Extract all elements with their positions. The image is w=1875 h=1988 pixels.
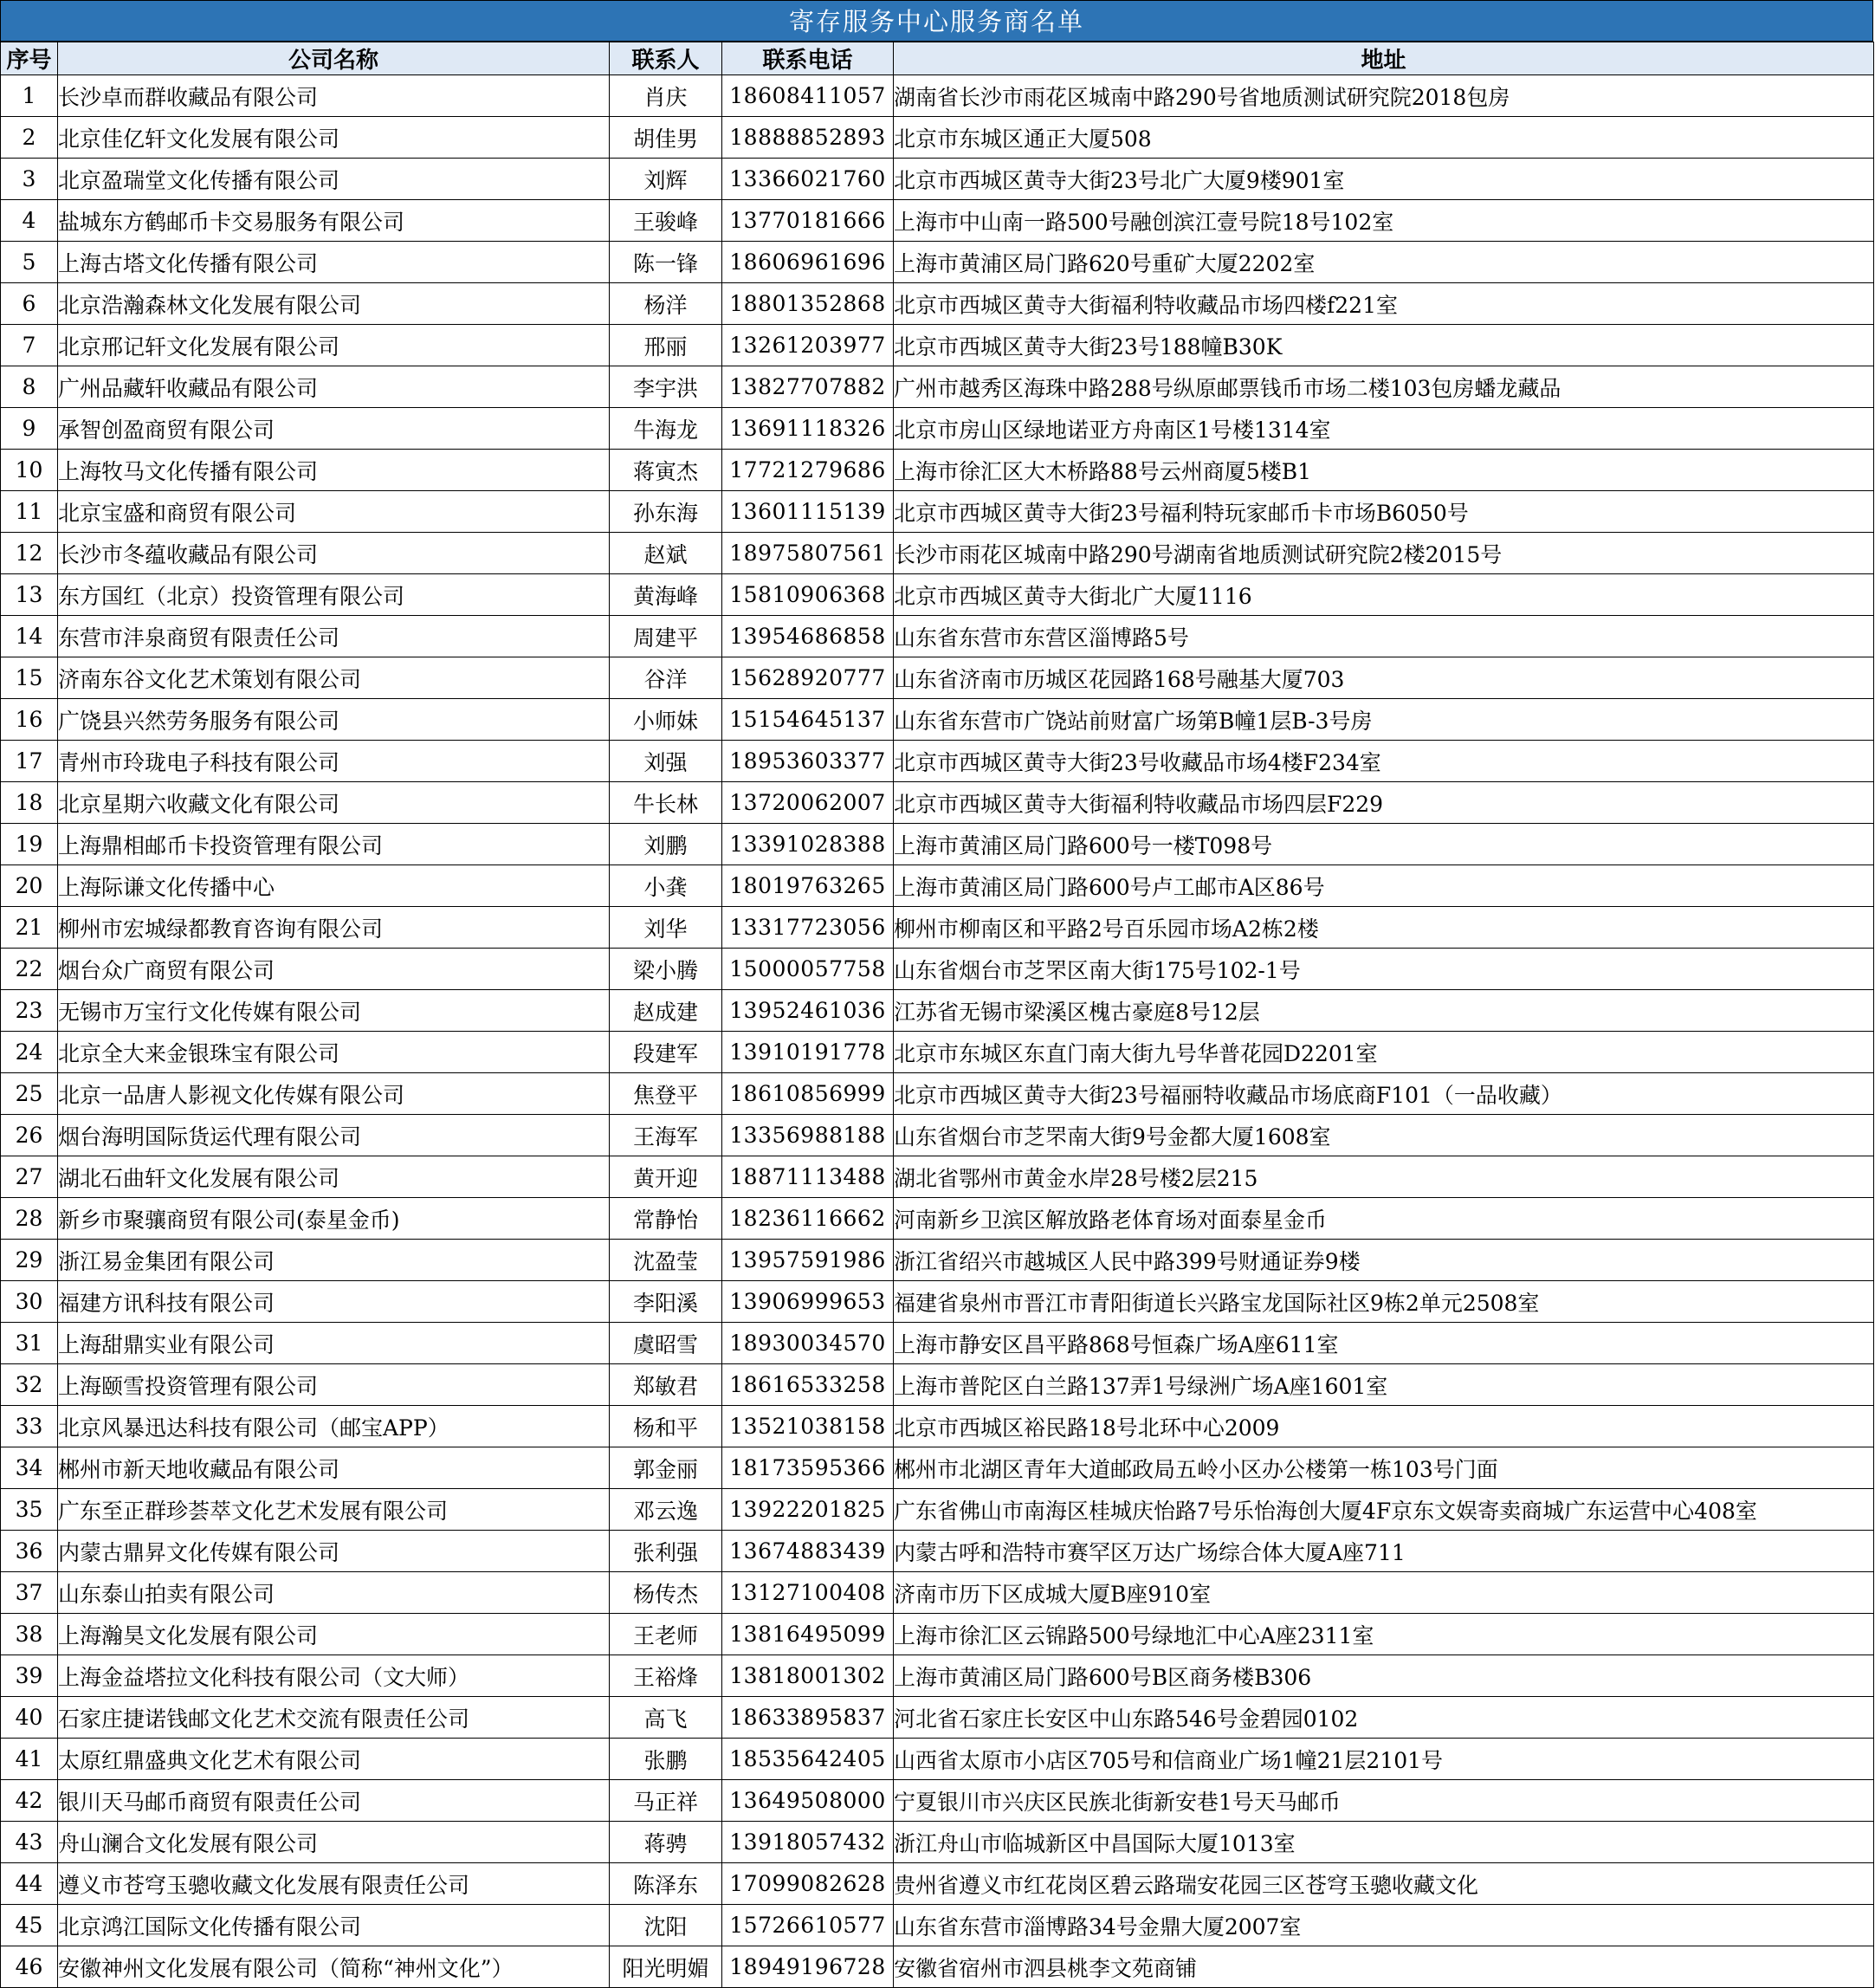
table-row xyxy=(1,1198,1874,1240)
cell-company-name[interactable]: 上海瀚昊文化发展有限公司 xyxy=(58,1614,610,1655)
cell-address[interactable]: 上海市黄浦区局门路620号重矿大厦2202室 xyxy=(894,242,1874,283)
cell-phone-number[interactable]: 13952461036 xyxy=(722,990,894,1032)
cell-phone-number[interactable]: 13922201825 xyxy=(722,1489,894,1531)
cell-company-name[interactable]: 东营市沣泉商贸有限责任公司 xyxy=(58,616,610,657)
cell-phone-number[interactable]: 18888852893 xyxy=(722,117,894,159)
cell-serial-number[interactable]: 32 xyxy=(1,1364,58,1406)
cell-company-name[interactable]: 舟山澜合文化发展有限公司 xyxy=(58,1822,610,1863)
cell-serial-number[interactable]: 36 xyxy=(1,1531,58,1572)
cell-contact-person[interactable]: 赵斌 xyxy=(610,533,722,574)
cell-serial-number[interactable]: 14 xyxy=(1,616,58,657)
cell-company-name[interactable]: 北京宝盛和商贸有限公司 xyxy=(58,491,610,533)
cell-contact-person[interactable]: 小龚 xyxy=(610,865,722,907)
cell-contact-person[interactable]: 赵成建 xyxy=(610,990,722,1032)
cell-phone-number[interactable]: 13906999653 xyxy=(722,1281,894,1323)
cell-phone-number[interactable]: 18606961696 xyxy=(722,242,894,283)
cell-phone-number[interactable]: 13818001302 xyxy=(722,1655,894,1697)
cell-company-name[interactable]: 长沙卓而群收藏品有限公司 xyxy=(58,75,610,117)
cell-phone-number[interactable]: 15628920777 xyxy=(722,657,894,699)
table-row xyxy=(1,1406,1874,1447)
cell-serial-number[interactable]: 21 xyxy=(1,907,58,949)
cell-contact-person[interactable]: 张鹏 xyxy=(610,1739,722,1780)
cell-address[interactable]: 北京市西城区黄寺大街23号福利特玩家邮币卡市场B6050号 xyxy=(894,491,1874,533)
cell-serial-number[interactable]: 28 xyxy=(1,1198,58,1240)
cell-phone-number[interactable]: 18610856999 xyxy=(722,1073,894,1115)
cell-company-name[interactable]: 烟台海明国际货运代理有限公司 xyxy=(58,1115,610,1156)
table-row xyxy=(1,741,1874,782)
cell-address[interactable]: 河南新乡卫滨区解放路老体育场对面泰星金币 xyxy=(894,1198,1874,1240)
cell-phone-number[interactable]: 18019763265 xyxy=(722,865,894,907)
table-row xyxy=(1,1572,1874,1614)
column-header-address[interactable]: 地址 xyxy=(894,42,1874,75)
table-row xyxy=(1,990,1874,1032)
cell-phone-number[interactable]: 15810906368 xyxy=(722,574,894,616)
cell-address[interactable]: 上海市徐汇区大木桥路88号云州商厦5楼B1 xyxy=(894,450,1874,491)
cell-address[interactable]: 内蒙古呼和浩特市赛罕区万达广场综合体大厦A座711 xyxy=(894,1531,1874,1572)
table-row xyxy=(1,1655,1874,1697)
cell-phone-number[interactable]: 18949196728 xyxy=(722,1946,894,1988)
cell-contact-person[interactable]: 陈泽东 xyxy=(610,1863,722,1905)
table-row xyxy=(1,782,1874,824)
column-header-no[interactable]: 序号 xyxy=(1,42,58,75)
cell-contact-person[interactable]: 陈一锋 xyxy=(610,242,722,283)
cell-address[interactable]: 湖南省长沙市雨花区城南中路290号省地质测试研究院2018包房 xyxy=(894,75,1874,117)
cell-company-name[interactable]: 安徽神州文化发展有限公司（简称“神州文化”） xyxy=(58,1946,610,1988)
cell-address[interactable]: 山东省济南市历城区花园路168号融基大厦703 xyxy=(894,657,1874,699)
cell-phone-number[interactable]: 18535642405 xyxy=(722,1739,894,1780)
cell-address[interactable]: 北京市房山区绿地诺亚方舟南区1号楼1314室 xyxy=(894,408,1874,450)
table-row xyxy=(1,1323,1874,1364)
cell-address[interactable]: 济南市历下区成城大厦B座910室 xyxy=(894,1572,1874,1614)
cell-company-name[interactable]: 福建方讯科技有限公司 xyxy=(58,1281,610,1323)
cell-phone-number[interactable]: 13649508000 xyxy=(722,1780,894,1822)
cell-serial-number[interactable]: 42 xyxy=(1,1780,58,1822)
cell-serial-number[interactable]: 38 xyxy=(1,1614,58,1655)
cell-contact-person[interactable]: 阳光明媚 xyxy=(610,1946,722,1988)
table-body xyxy=(1,75,1874,1988)
cell-phone-number[interactable]: 17721279686 xyxy=(722,450,894,491)
cell-company-name[interactable]: 长沙市冬蕴收藏品有限公司 xyxy=(58,533,610,574)
cell-company-name[interactable]: 北京星期六收藏文化有限公司 xyxy=(58,782,610,824)
cell-address[interactable]: 福建省泉州市晋江市青阳街道长兴路宝龙国际社区9栋2单元2508室 xyxy=(894,1281,1874,1323)
cell-company-name[interactable]: 内蒙古鼎昇文化传媒有限公司 xyxy=(58,1531,610,1572)
cell-contact-person[interactable]: 小师妹 xyxy=(610,699,722,741)
cell-phone-number[interactable]: 18975807561 xyxy=(722,533,894,574)
sheet-title: 寄存服务中心服务商名单 xyxy=(0,0,1873,42)
cell-serial-number[interactable]: 45 xyxy=(1,1905,58,1946)
cell-contact-person[interactable]: 李宇洪 xyxy=(610,366,722,408)
cell-address[interactable]: 北京市西城区黄寺大街23号收藏品市场4楼F234室 xyxy=(894,741,1874,782)
cell-contact-person[interactable]: 胡佳男 xyxy=(610,117,722,159)
cell-serial-number[interactable]: 19 xyxy=(1,824,58,865)
table-row xyxy=(1,117,1874,159)
cell-company-name[interactable]: 银川天马邮币商贸有限责任公司 xyxy=(58,1780,610,1822)
cell-phone-number[interactable]: 15000057758 xyxy=(722,949,894,990)
cell-serial-number[interactable]: 10 xyxy=(1,450,58,491)
cell-company-name[interactable]: 上海际谦文化传播中心 xyxy=(58,865,610,907)
cell-phone-number[interactable]: 13127100408 xyxy=(722,1572,894,1614)
table-row xyxy=(1,1946,1874,1988)
cell-company-name[interactable]: 上海颐雪投资管理有限公司 xyxy=(58,1364,610,1406)
cell-phone-number[interactable]: 13521038158 xyxy=(722,1406,894,1447)
table-row xyxy=(1,1240,1874,1281)
cell-phone-number[interactable]: 13601115139 xyxy=(722,491,894,533)
table-row xyxy=(1,824,1874,865)
cell-serial-number[interactable]: 3 xyxy=(1,159,58,200)
cell-address[interactable]: 北京市东城区通正大厦508 xyxy=(894,117,1874,159)
cell-company-name[interactable]: 湖北石曲轩文化发展有限公司 xyxy=(58,1156,610,1198)
cell-phone-number[interactable]: 13391028388 xyxy=(722,824,894,865)
cell-company-name[interactable]: 北京全大来金银珠宝有限公司 xyxy=(58,1032,610,1073)
cell-address[interactable]: 北京市西城区黄寺大街福利特收藏品市场四层F229 xyxy=(894,782,1874,824)
cell-serial-number[interactable]: 17 xyxy=(1,741,58,782)
cell-company-name[interactable]: 上海鼎相邮币卡投资管理有限公司 xyxy=(58,824,610,865)
cell-address[interactable]: 上海市黄浦区局门路600号一楼T098号 xyxy=(894,824,1874,865)
cell-contact-person[interactable]: 肖庆 xyxy=(610,75,722,117)
cell-address[interactable]: 北京市西城区裕民路18号北环中心2009 xyxy=(894,1406,1874,1447)
cell-contact-person[interactable]: 王海军 xyxy=(610,1115,722,1156)
cell-contact-person[interactable]: 郭金丽 xyxy=(610,1447,722,1489)
cell-serial-number[interactable]: 41 xyxy=(1,1739,58,1780)
cell-phone-number[interactable]: 18608411057 xyxy=(722,75,894,117)
cell-serial-number[interactable]: 8 xyxy=(1,366,58,408)
cell-phone-number[interactable]: 15726610577 xyxy=(722,1905,894,1946)
provider-table xyxy=(0,42,1874,1988)
cell-phone-number[interactable]: 13816495099 xyxy=(722,1614,894,1655)
cell-company-name[interactable]: 无锡市万宝行文化传媒有限公司 xyxy=(58,990,610,1032)
cell-company-name[interactable]: 北京一品唐人影视文化传媒有限公司 xyxy=(58,1073,610,1115)
cell-company-name[interactable]: 东方国红（北京）投资管理有限公司 xyxy=(58,574,610,616)
cell-address[interactable]: 湖北省鄂州市黄金水岸28号楼2层215 xyxy=(894,1156,1874,1198)
cell-contact-person[interactable]: 沈阳 xyxy=(610,1905,722,1946)
cell-address[interactable]: 浙江省绍兴市越城区人民中路399号财通证券9楼 xyxy=(894,1240,1874,1281)
cell-contact-person[interactable]: 李阳溪 xyxy=(610,1281,722,1323)
table-row xyxy=(1,1073,1874,1115)
cell-company-name[interactable]: 承智创盈商贸有限公司 xyxy=(58,408,610,450)
cell-company-name[interactable]: 北京风暴迅达科技有限公司（邮宝APP） xyxy=(58,1406,610,1447)
cell-serial-number[interactable]: 13 xyxy=(1,574,58,616)
cell-phone-number[interactable]: 18616533258 xyxy=(722,1364,894,1406)
cell-company-name[interactable]: 新乡市聚骧商贸有限公司(泰星金币) xyxy=(58,1198,610,1240)
cell-contact-person[interactable]: 孙东海 xyxy=(610,491,722,533)
cell-company-name[interactable]: 北京盈瑞堂文化传播有限公司 xyxy=(58,159,610,200)
cell-address[interactable]: 郴州市北湖区青年大道邮政局五岭小区办公楼第一栋103号门面 xyxy=(894,1447,1874,1489)
table-row xyxy=(1,200,1874,242)
cell-phone-number[interactable]: 13957591986 xyxy=(722,1240,894,1281)
table-row xyxy=(1,949,1874,990)
cell-company-name[interactable]: 济南东谷文化艺术策划有限公司 xyxy=(58,657,610,699)
cell-contact-person[interactable]: 刘强 xyxy=(610,741,722,782)
cell-serial-number[interactable]: 29 xyxy=(1,1240,58,1281)
table-row xyxy=(1,1364,1874,1406)
cell-serial-number[interactable]: 12 xyxy=(1,533,58,574)
table-row xyxy=(1,574,1874,616)
cell-address[interactable]: 上海市普陀区白兰路137弄1号绿洲广场A座1601室 xyxy=(894,1364,1874,1406)
cell-phone-number[interactable]: 18871113488 xyxy=(722,1156,894,1198)
cell-contact-person[interactable]: 张利强 xyxy=(610,1531,722,1572)
cell-contact-person[interactable]: 杨和平 xyxy=(610,1406,722,1447)
cell-address[interactable]: 柳州市柳南区和平路2号百乐园市场A2栋2楼 xyxy=(894,907,1874,949)
cell-contact-person[interactable]: 梁小腾 xyxy=(610,949,722,990)
cell-address[interactable]: 北京市西城区黄寺大街23号188幢B30K xyxy=(894,325,1874,366)
cell-address[interactable]: 上海市徐汇区云锦路500号绿地汇中心A座2311室 xyxy=(894,1614,1874,1655)
cell-contact-person[interactable]: 焦登平 xyxy=(610,1073,722,1115)
cell-phone-number[interactable]: 13910191778 xyxy=(722,1032,894,1073)
cell-contact-person[interactable]: 王裕烽 xyxy=(610,1655,722,1697)
cell-phone-number[interactable]: 13691118326 xyxy=(722,408,894,450)
table-row xyxy=(1,283,1874,325)
cell-company-name[interactable]: 浙江易金集团有限公司 xyxy=(58,1240,610,1281)
cell-serial-number[interactable]: 26 xyxy=(1,1115,58,1156)
cell-company-name[interactable]: 石家庄捷诺钱邮文化艺术交流有限责任公司 xyxy=(58,1697,610,1739)
cell-company-name[interactable]: 上海牧马文化传播有限公司 xyxy=(58,450,610,491)
cell-contact-person[interactable]: 王骏峰 xyxy=(610,200,722,242)
column-header-contact[interactable]: 联系人 xyxy=(610,42,722,75)
cell-serial-number[interactable]: 22 xyxy=(1,949,58,990)
cell-company-name[interactable]: 郴州市新天地收藏品有限公司 xyxy=(58,1447,610,1489)
cell-phone-number[interactable]: 13366021760 xyxy=(722,159,894,200)
cell-phone-number[interactable]: 13674883439 xyxy=(722,1531,894,1572)
cell-contact-person[interactable]: 刘辉 xyxy=(610,159,722,200)
cell-phone-number[interactable]: 13954686858 xyxy=(722,616,894,657)
cell-address[interactable]: 北京市西城区黄寺大街福利特收藏品市场四楼f221室 xyxy=(894,283,1874,325)
cell-contact-person[interactable]: 马正祥 xyxy=(610,1780,722,1822)
cell-contact-person[interactable]: 王老师 xyxy=(610,1614,722,1655)
table-row xyxy=(1,1739,1874,1780)
table-row xyxy=(1,242,1874,283)
cell-address[interactable]: 安徽省宿州市泗县桃李文苑商铺 xyxy=(894,1946,1874,1988)
cell-serial-number[interactable]: 39 xyxy=(1,1655,58,1697)
cell-company-name[interactable]: 烟台众广商贸有限公司 xyxy=(58,949,610,990)
cell-serial-number[interactable]: 5 xyxy=(1,242,58,283)
cell-company-name[interactable]: 柳州市宏城绿都教育咨询有限公司 xyxy=(58,907,610,949)
table-row xyxy=(1,366,1874,408)
cell-contact-person[interactable]: 牛长林 xyxy=(610,782,722,824)
cell-company-name[interactable]: 遵义市苍穹玉骢收藏文化发展有限责任公司 xyxy=(58,1863,610,1905)
cell-contact-person[interactable]: 邢丽 xyxy=(610,325,722,366)
cell-address[interactable]: 广东省佛山市南海区桂城庆怡路7号乐怡海创大厦4F京东文娱寄卖商城广东运营中心408室 xyxy=(894,1489,1874,1531)
cell-contact-person[interactable]: 牛海龙 xyxy=(610,408,722,450)
cell-contact-person[interactable]: 刘华 xyxy=(610,907,722,949)
header-row xyxy=(1,42,1874,75)
cell-contact-person[interactable]: 郑敏君 xyxy=(610,1364,722,1406)
cell-address[interactable]: 上海市中山南一路500号融创滨江壹号院18号102室 xyxy=(894,200,1874,242)
cell-serial-number[interactable]: 20 xyxy=(1,865,58,907)
cell-address[interactable]: 长沙市雨花区城南中路290号湖南省地质测试研究院2楼2015号 xyxy=(894,533,1874,574)
table-row xyxy=(1,907,1874,949)
cell-serial-number[interactable]: 46 xyxy=(1,1946,58,1988)
cell-company-name[interactable]: 广饶县兴然劳务服务有限公司 xyxy=(58,699,610,741)
table-row xyxy=(1,1780,1874,1822)
cell-contact-person[interactable]: 黄海峰 xyxy=(610,574,722,616)
cell-address[interactable]: 北京市西城区黄寺大街北广大厦1116 xyxy=(894,574,1874,616)
cell-serial-number[interactable]: 40 xyxy=(1,1697,58,1739)
table-row xyxy=(1,1115,1874,1156)
table-row xyxy=(1,408,1874,450)
cell-contact-person[interactable]: 刘鹏 xyxy=(610,824,722,865)
cell-contact-person[interactable]: 常静怡 xyxy=(610,1198,722,1240)
cell-serial-number[interactable]: 18 xyxy=(1,782,58,824)
table-row xyxy=(1,1863,1874,1905)
cell-contact-person[interactable]: 杨洋 xyxy=(610,283,722,325)
cell-phone-number[interactable]: 18953603377 xyxy=(722,741,894,782)
table-row xyxy=(1,616,1874,657)
table-row xyxy=(1,1905,1874,1946)
cell-phone-number[interactable]: 13356988188 xyxy=(722,1115,894,1156)
cell-contact-person[interactable]: 沈盈莹 xyxy=(610,1240,722,1281)
table-row xyxy=(1,1531,1874,1572)
cell-phone-number[interactable]: 18236116662 xyxy=(722,1198,894,1240)
table-row xyxy=(1,1489,1874,1531)
cell-phone-number[interactable]: 13827707882 xyxy=(722,366,894,408)
table-row xyxy=(1,657,1874,699)
cell-serial-number[interactable]: 35 xyxy=(1,1489,58,1531)
cell-address[interactable]: 山东省东营市东营区淄博路5号 xyxy=(894,616,1874,657)
cell-address[interactable]: 山东省东营市淄博路34号金鼎大厦2007室 xyxy=(894,1905,1874,1946)
cell-serial-number[interactable]: 30 xyxy=(1,1281,58,1323)
cell-address[interactable]: 江苏省无锡市梁溪区槐古豪庭8号12层 xyxy=(894,990,1874,1032)
cell-serial-number[interactable]: 24 xyxy=(1,1032,58,1073)
cell-address[interactable]: 广州市越秀区海珠中路288号纵原邮票钱币市场二楼103包房蟠龙藏品 xyxy=(894,366,1874,408)
cell-serial-number[interactable]: 16 xyxy=(1,699,58,741)
cell-serial-number[interactable]: 11 xyxy=(1,491,58,533)
cell-company-name[interactable]: 盐城东方鹤邮币卡交易服务有限公司 xyxy=(58,200,610,242)
cell-address[interactable]: 北京市东城区东直门南大街九号华普花园D2201室 xyxy=(894,1032,1874,1073)
table-row xyxy=(1,1697,1874,1739)
cell-address[interactable]: 北京市西城区黄寺大街23号北广大厦9楼901室 xyxy=(894,159,1874,200)
cell-serial-number[interactable]: 4 xyxy=(1,200,58,242)
cell-contact-person[interactable]: 段建军 xyxy=(610,1032,722,1073)
cell-contact-person[interactable]: 黄开迎 xyxy=(610,1156,722,1198)
cell-address[interactable]: 上海市黄浦区局门路600号B区商务楼B306 xyxy=(894,1655,1874,1697)
cell-serial-number[interactable]: 44 xyxy=(1,1863,58,1905)
cell-contact-person[interactable]: 高飞 xyxy=(610,1697,722,1739)
table-row xyxy=(1,1447,1874,1489)
cell-address[interactable]: 山东省烟台市芝罘南大街9号金都大厦1608室 xyxy=(894,1115,1874,1156)
table-row xyxy=(1,325,1874,366)
column-header-phone[interactable]: 联系电话 xyxy=(722,42,894,75)
cell-contact-person[interactable]: 邓云逸 xyxy=(610,1489,722,1531)
cell-address[interactable]: 北京市西城区黄寺大街23号福丽特收藏品市场底商F101（一品收藏） xyxy=(894,1073,1874,1115)
cell-company-name[interactable]: 太原红鼎盛典文化艺术有限公司 xyxy=(58,1739,610,1780)
table-row xyxy=(1,699,1874,741)
cell-phone-number[interactable]: 13918057432 xyxy=(722,1822,894,1863)
table-row xyxy=(1,1614,1874,1655)
cell-company-name[interactable]: 上海金益塔拉文化科技有限公司（文大师） xyxy=(58,1655,610,1697)
cell-serial-number[interactable]: 7 xyxy=(1,325,58,366)
cell-serial-number[interactable]: 43 xyxy=(1,1822,58,1863)
column-header-company[interactable]: 公司名称 xyxy=(58,42,610,75)
cell-serial-number[interactable]: 37 xyxy=(1,1572,58,1614)
cell-company-name[interactable]: 北京佳亿轩文化发展有限公司 xyxy=(58,117,610,159)
cell-serial-number[interactable]: 27 xyxy=(1,1156,58,1198)
cell-address[interactable]: 贵州省遵义市红花岗区碧云路瑞安花园三区苍穹玉骢收藏文化 xyxy=(894,1863,1874,1905)
cell-serial-number[interactable]: 1 xyxy=(1,75,58,117)
cell-serial-number[interactable]: 25 xyxy=(1,1073,58,1115)
cell-phone-number[interactable]: 18633895837 xyxy=(722,1697,894,1739)
cell-phone-number[interactable]: 18801352868 xyxy=(722,283,894,325)
cell-contact-person[interactable]: 杨传杰 xyxy=(610,1572,722,1614)
cell-contact-person[interactable]: 虞昭雪 xyxy=(610,1323,722,1364)
cell-company-name[interactable]: 北京鸿江国际文化传播有限公司 xyxy=(58,1905,610,1946)
cell-serial-number[interactable]: 31 xyxy=(1,1323,58,1364)
cell-contact-person[interactable]: 蒋骋 xyxy=(610,1822,722,1863)
cell-phone-number[interactable]: 18173595366 xyxy=(722,1447,894,1489)
table-row xyxy=(1,159,1874,200)
cell-address[interactable]: 山西省太原市小店区705号和信商业广场1幢21层2101号 xyxy=(894,1739,1874,1780)
cell-address[interactable]: 上海市黄浦区局门路600号卢工邮市A区86号 xyxy=(894,865,1874,907)
cell-serial-number[interactable]: 2 xyxy=(1,117,58,159)
cell-phone-number[interactable]: 13770181666 xyxy=(722,200,894,242)
table-row xyxy=(1,75,1874,117)
table-row xyxy=(1,865,1874,907)
table-row xyxy=(1,1156,1874,1198)
cell-phone-number[interactable]: 15154645137 xyxy=(722,699,894,741)
table-row xyxy=(1,450,1874,491)
cell-company-name[interactable]: 山东泰山拍卖有限公司 xyxy=(58,1572,610,1614)
cell-company-name[interactable]: 广州品藏轩收藏品有限公司 xyxy=(58,366,610,408)
cell-address[interactable]: 河北省石家庄长安区中山东路546号金碧园0102 xyxy=(894,1697,1874,1739)
cell-address[interactable]: 山东省烟台市芝罘区南大街175号102-1号 xyxy=(894,949,1874,990)
cell-serial-number[interactable]: 15 xyxy=(1,657,58,699)
cell-phone-number[interactable]: 13261203977 xyxy=(722,325,894,366)
cell-phone-number[interactable]: 13317723056 xyxy=(722,907,894,949)
cell-address[interactable]: 浙江舟山市临城新区中昌国际大厦1013室 xyxy=(894,1822,1874,1863)
cell-contact-person[interactable]: 蒋寅杰 xyxy=(610,450,722,491)
cell-serial-number[interactable]: 23 xyxy=(1,990,58,1032)
cell-company-name[interactable]: 北京浩瀚森林文化发展有限公司 xyxy=(58,283,610,325)
cell-company-name[interactable]: 上海古塔文化传播有限公司 xyxy=(58,242,610,283)
cell-address[interactable]: 宁夏银川市兴庆区民族北街新安巷1号天马邮币 xyxy=(894,1780,1874,1822)
table-row xyxy=(1,533,1874,574)
cell-phone-number[interactable]: 17099082628 xyxy=(722,1863,894,1905)
cell-contact-person[interactable]: 周建平 xyxy=(610,616,722,657)
cell-company-name[interactable]: 青州市玲珑电子科技有限公司 xyxy=(58,741,610,782)
cell-phone-number[interactable]: 13720062007 xyxy=(722,782,894,824)
cell-serial-number[interactable]: 9 xyxy=(1,408,58,450)
cell-address[interactable]: 山东省东营市广饶站前财富广场第B幢1层B-3号房 xyxy=(894,699,1874,741)
table-row xyxy=(1,1281,1874,1323)
cell-contact-person[interactable]: 谷洋 xyxy=(610,657,722,699)
cell-serial-number[interactable]: 34 xyxy=(1,1447,58,1489)
table-row xyxy=(1,1822,1874,1863)
cell-serial-number[interactable]: 6 xyxy=(1,283,58,325)
cell-company-name[interactable]: 北京邢记轩文化发展有限公司 xyxy=(58,325,610,366)
cell-company-name[interactable]: 广东至正群珍荟萃文化艺术发展有限公司 xyxy=(58,1489,610,1531)
table-row xyxy=(1,1032,1874,1073)
cell-serial-number[interactable]: 33 xyxy=(1,1406,58,1447)
cell-phone-number[interactable]: 18930034570 xyxy=(722,1323,894,1364)
cell-address[interactable]: 上海市静安区昌平路868号恒森广场A座611室 xyxy=(894,1323,1874,1364)
table-row xyxy=(1,491,1874,533)
cell-company-name[interactable]: 上海甜鼎实业有限公司 xyxy=(58,1323,610,1364)
